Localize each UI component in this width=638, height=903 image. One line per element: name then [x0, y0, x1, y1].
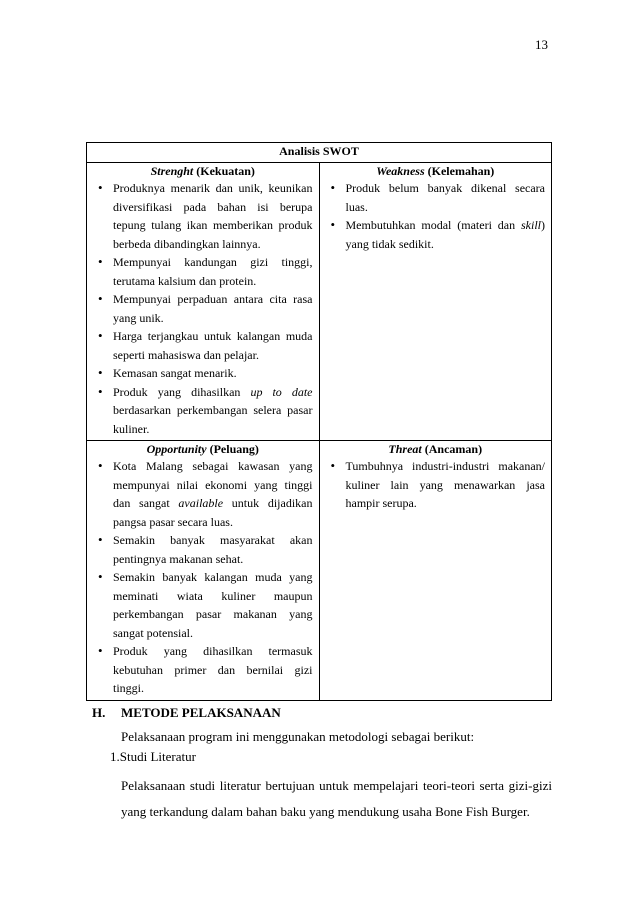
- list-item: [93, 457, 313, 531]
- bullet-icon: •: [330, 180, 336, 195]
- swot-table: [86, 142, 552, 701]
- swot-table-title: Analisis SWOT: [87, 143, 552, 163]
- item-text: berdasarkan perkembangan selera pasar kuliner.: [113, 403, 313, 436]
- bullet-icon: •: [98, 180, 103, 195]
- item-text: Produk yang dihasilkan termasuk kebutuhan primer dan bernilai gizi tinggi.: [113, 644, 313, 695]
- italic-term: skill: [521, 218, 541, 232]
- item-text: untuk dijadikan pangsa pasar secara luas.: [113, 496, 313, 529]
- threat-heading-en: Threat: [388, 442, 422, 456]
- item-text: Kota Malang sebagai kawasan yang mempunyai nilai ekonomi yang tinggi dan sangat: [113, 459, 313, 510]
- weakness-list: [326, 179, 546, 253]
- italic-term: up to date: [250, 384, 313, 399]
- bullet-icon: •: [98, 328, 103, 343]
- list-item: [93, 383, 313, 439]
- list-item: [93, 253, 313, 290]
- item-text: Produknya menarik dan unik, keunikan diversifikasi pada bahan isi berupa tepung tulang ikan memberikan produk berbeda dibandingkan lainnya.: [113, 181, 313, 251]
- list-item: [93, 568, 313, 642]
- bullet-icon: •: [330, 458, 336, 473]
- opportunity-list: [93, 457, 313, 698]
- item-text: Tumbuhnya industri-industri makanan/ kuliner lain yang menawarkan jasa hampir serupa.: [345, 459, 545, 510]
- list-item: [93, 642, 313, 698]
- item-text: Produk yang dihasilkan: [113, 384, 251, 399]
- bullet-icon: •: [98, 254, 103, 269]
- threat-heading: [326, 441, 546, 457]
- italic-term: available: [178, 496, 224, 510]
- strength-heading: [93, 163, 313, 179]
- list-item: [93, 364, 313, 383]
- item-text: Harga terjangkau untuk kalangan muda seperti mahasiswa dan pelajar.: [113, 329, 313, 362]
- opportunity-heading-id: (Peluang): [209, 442, 259, 456]
- strength-heading-en: Strenght: [150, 164, 194, 178]
- bullet-icon: •: [98, 569, 103, 584]
- bullet-icon: •: [98, 458, 103, 473]
- list-item: [93, 179, 313, 253]
- weakness-cell: [319, 163, 552, 441]
- list-item: [326, 179, 546, 216]
- bullet-icon: •: [98, 643, 103, 658]
- item-text: ) yang tidak sedikit.: [345, 218, 545, 251]
- section-heading: [92, 705, 281, 721]
- item-text: Mempunyai perpaduan antara cita rasa yang unik.: [113, 292, 313, 325]
- strength-list: [93, 179, 313, 438]
- page-number: 13: [535, 37, 548, 52]
- bullet-icon: •: [330, 217, 336, 232]
- threat-list: [326, 457, 546, 513]
- item-text: Produk belum banyak dikenal secara luas.: [345, 181, 545, 214]
- list-item: [93, 531, 313, 568]
- weakness-heading-en: Weakness: [376, 164, 425, 178]
- strength-cell: [87, 163, 320, 441]
- threat-cell: [319, 441, 552, 701]
- opportunity-cell: [87, 441, 320, 701]
- weakness-heading-id: (Kelemahan): [427, 164, 495, 178]
- list-item: [326, 216, 546, 253]
- section-title: METODE PELAKSANAAN: [121, 705, 281, 720]
- list-item: [93, 327, 313, 364]
- bullet-icon: •: [98, 383, 103, 399]
- item-text: Kemasan sangat menarik.: [113, 366, 237, 380]
- threat-heading-id: (Ancaman): [424, 442, 483, 456]
- studi-literatur-paragraph: Pelaksanaan studi literatur bertujuan untuk mempelajari teori-teori serta gizi-gizi yang terkandung dalam bahan baku yang mendukung usaha Bone Fish Burger.: [121, 778, 552, 819]
- strength-heading-id: (Kekuatan): [196, 164, 255, 178]
- list-item: [326, 457, 546, 513]
- bullet-icon: •: [98, 365, 103, 380]
- bullet-icon: •: [98, 291, 103, 306]
- bullet-icon: •: [98, 532, 103, 547]
- weakness-heading: [326, 163, 546, 179]
- list-item: [93, 290, 313, 327]
- subheading-studi-literatur: 1.Studi Literatur: [110, 749, 196, 764]
- item-text: Mempunyai kandungan gizi tinggi, terutama kalsium dan protein.: [113, 255, 313, 288]
- section-intro: Pelaksanaan program ini menggunakan metodologi sebagai berikut:: [121, 729, 475, 744]
- item-text: Semakin banyak masyarakat akan pentingnya makanan sehat.: [113, 533, 313, 566]
- opportunity-heading-en: Opportunity: [146, 442, 207, 456]
- section-letter: H.: [92, 705, 106, 720]
- item-text: Semakin banyak kalangan muda yang meminati wiata kuliner maupun perkembangan pasar makanan yang sangat potensial.: [113, 570, 313, 640]
- opportunity-heading: [93, 441, 313, 457]
- item-text: Membutuhkan modal (materi dan: [345, 218, 521, 232]
